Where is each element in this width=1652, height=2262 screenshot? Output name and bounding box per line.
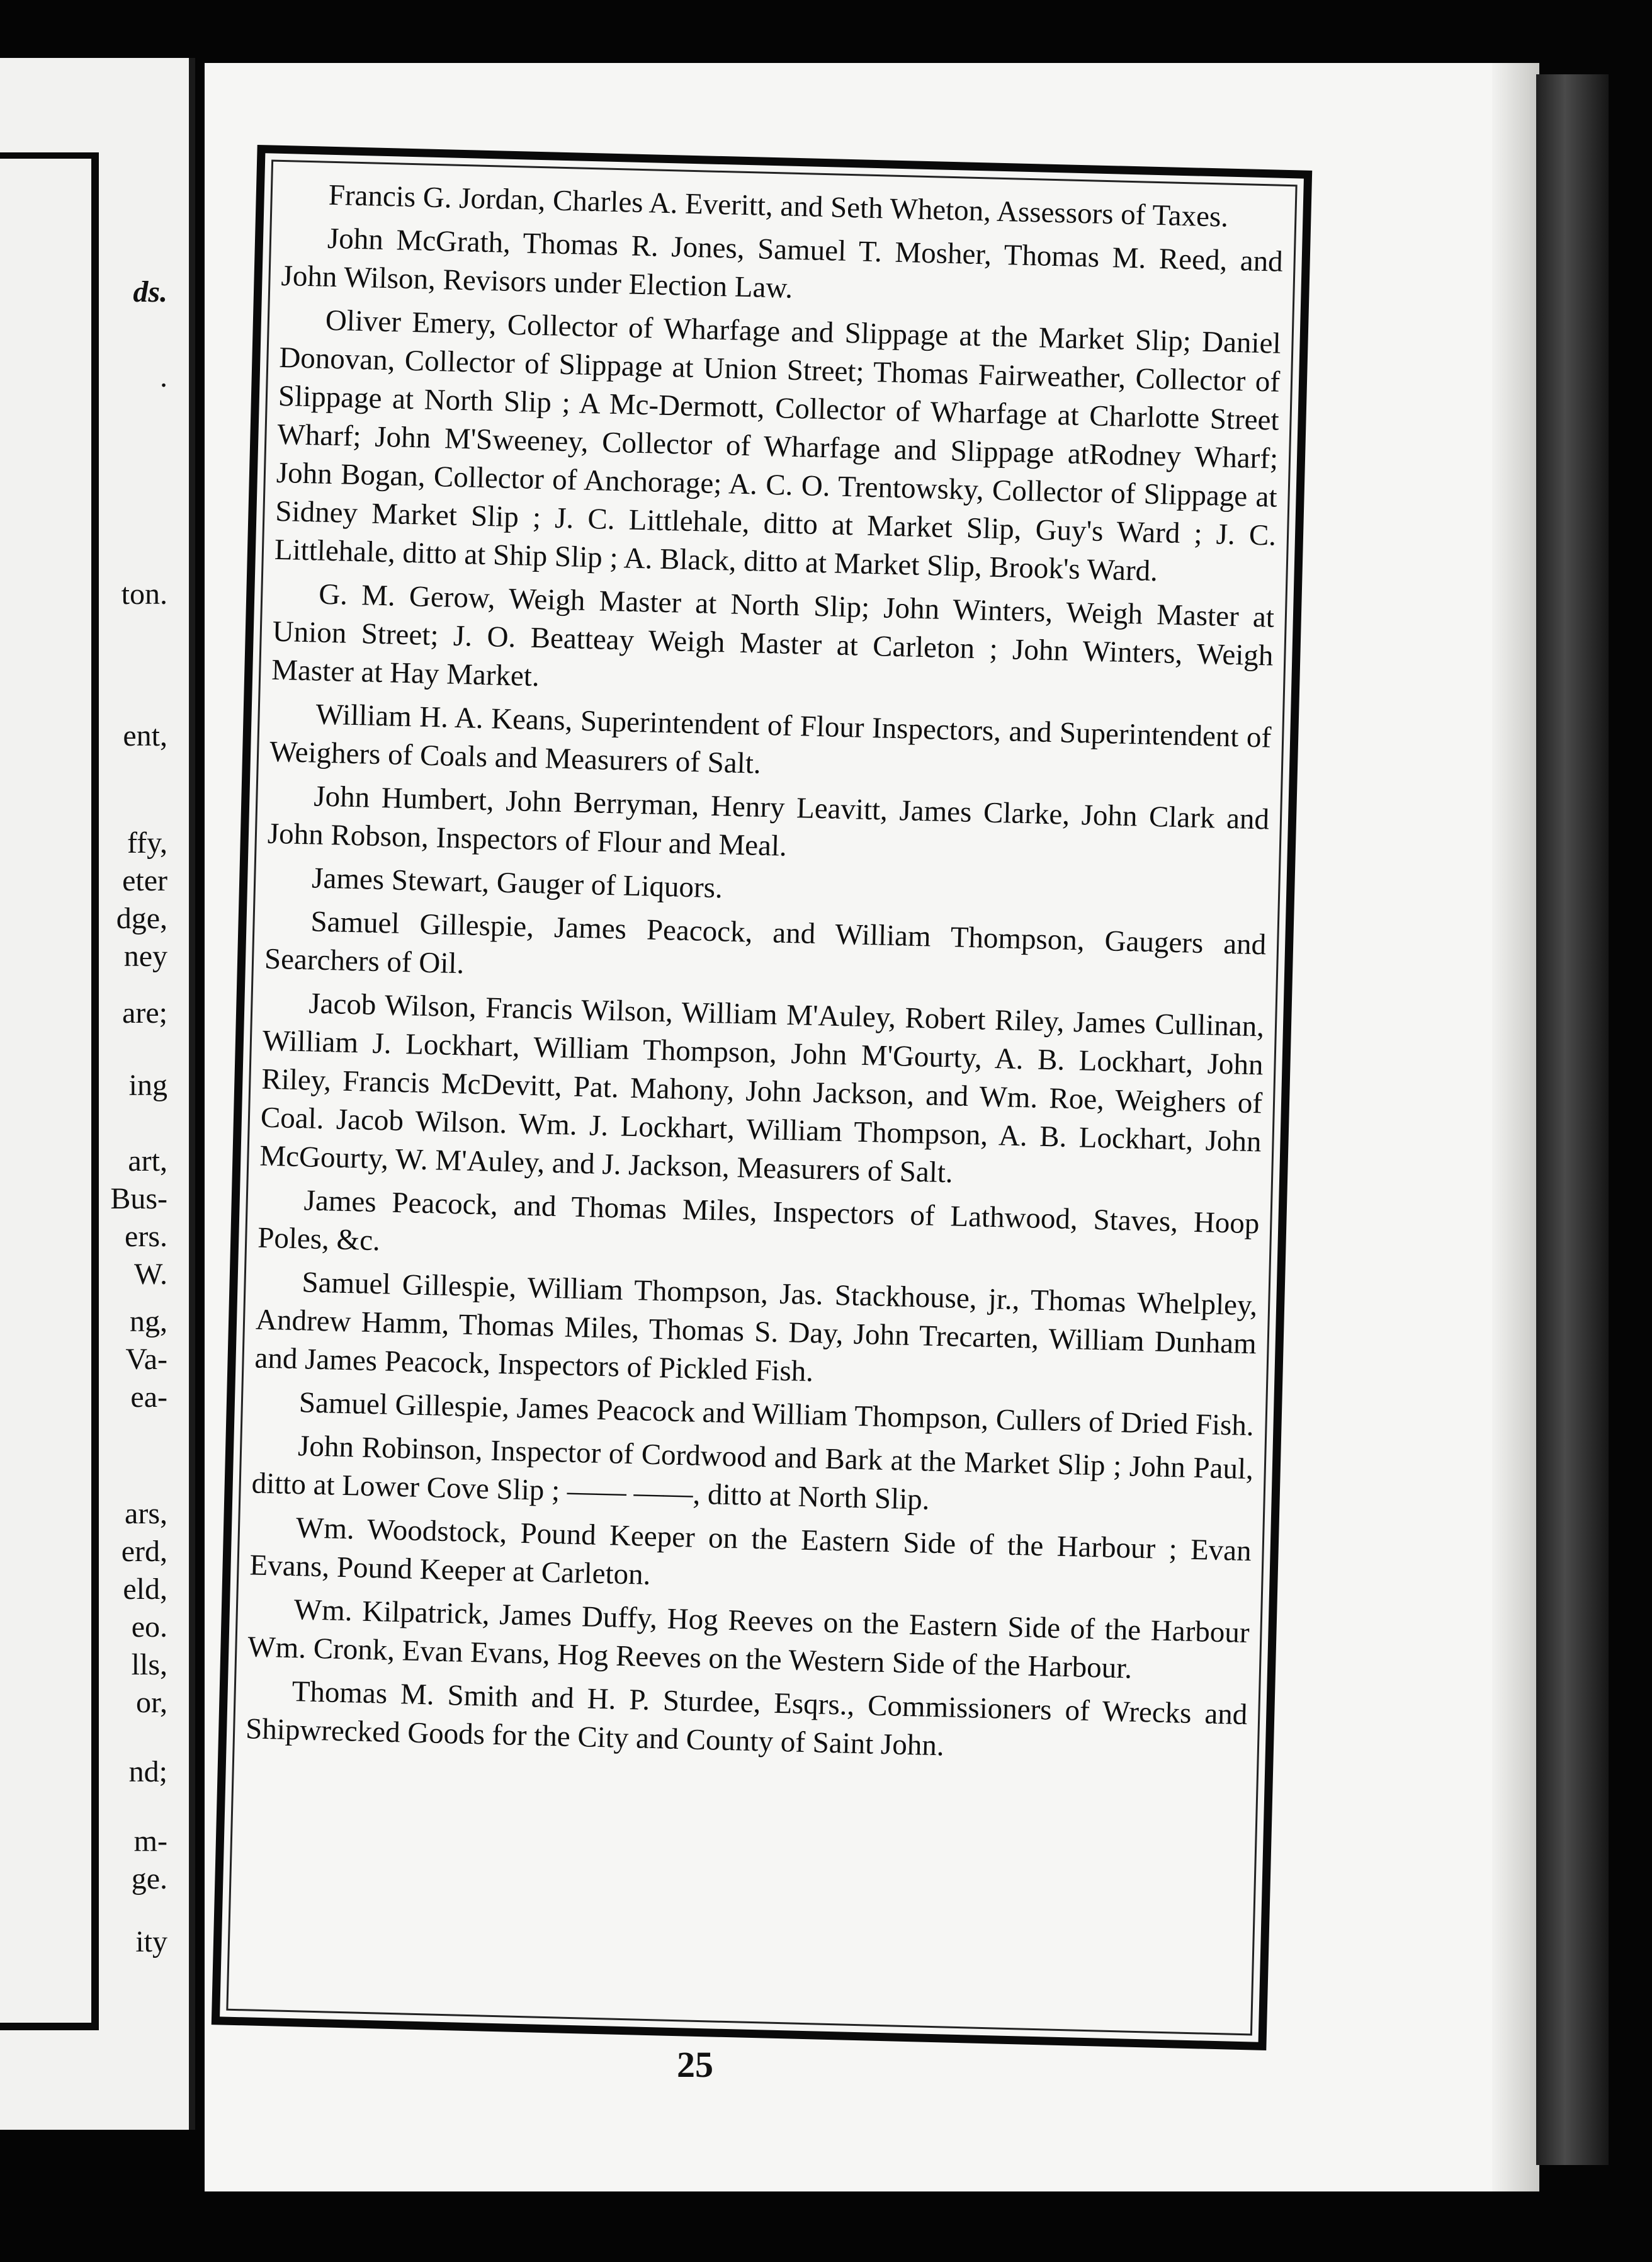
left-page-fragment: .	[160, 360, 167, 394]
left-page-fragment: eo.	[131, 1610, 167, 1644]
text-frame-border	[212, 145, 1312, 2050]
left-page-fragment: eter	[122, 864, 167, 897]
page-text-block	[239, 175, 1284, 2023]
left-page-fragment: ney	[123, 940, 167, 973]
left-page-fragment: ng,	[130, 1305, 167, 1338]
left-page-fragment: ars,	[125, 1497, 167, 1530]
paragraph-hog-reeves: Wm. Kilpatrick, James Duffy, Hog Reeves on the Eastern Side of the Harbour Wm. Cronk, Evan Evans, Hog Reeves on the Western Side of the Harbour.	[247, 1593, 1250, 1685]
left-page-fragment: m-	[133, 1824, 167, 1858]
left-page-fragment: ffy,	[127, 826, 167, 860]
book-spine	[1536, 74, 1609, 2165]
left-page-fragment: ton.	[121, 577, 167, 611]
paragraph-wreck-commissioners: Thomas M. Smith and H. P. Sturdee, Esqrs., Commissioners of Wrecks and Shipwrecked Goods for the City and County of Saint John.	[245, 1675, 1248, 1763]
left-page-fragment: ing	[128, 1069, 167, 1102]
left-page-fragment: ea-	[130, 1380, 167, 1414]
left-page-fragment: dge,	[116, 902, 167, 935]
left-page-fragment: erd,	[121, 1535, 167, 1568]
left-page-fragment: ds.	[133, 275, 167, 309]
paragraph-revisors: John McGrath, Thomas R. Jones, Samuel T. Mosher, Thomas M. Reed, and John Wilson, Revisors under Election Law.	[281, 222, 1284, 305]
paragraph-oil-gaugers: Samuel Gillespie, James Peacock, and William Thompson, Gaugers and Searchers of Oil.	[264, 905, 1267, 980]
left-page-fragment: ers.	[125, 1220, 167, 1253]
page-number: 25	[677, 2044, 713, 2085]
paragraph-pound-keepers: Wm. Woodstock, Pound Keeper on the Eastern Side of the Harbour ; Evan Evans, Pound Keeper at Carleton.	[249, 1511, 1252, 1591]
paragraph-assessors: Francis G. Jordan, Charles A. Everitt, and Seth Wheton, Assessors of Taxes.	[328, 178, 1229, 234]
left-page	[0, 58, 195, 2130]
left-page-fragment: ity	[135, 1925, 167, 1958]
left-page-fragment: W.	[134, 1258, 167, 1291]
left-page-fragment: eld,	[123, 1572, 167, 1606]
paragraph-dried-fish: Samuel Gillespie, James Peacock and William Thompson, Cullers of Dried Fish.	[298, 1386, 1255, 1443]
left-page-border	[0, 152, 99, 2030]
paragraph-lathwood-inspectors: James Peacock, and Thomas Miles, Inspectors of Lathwood, Staves, Hoop Poles, &c.	[257, 1184, 1260, 1258]
left-page-fragment: Va-	[125, 1343, 167, 1376]
left-page-fragment: ge.	[131, 1862, 167, 1895]
paragraph-superintendent: William H. A. Keans, Superintendent of Flour Inspectors, and Superintendent of Weighers of Coals and Measurers of Salt.	[269, 698, 1272, 780]
left-page-fragment: are;	[122, 996, 167, 1030]
left-page-fragment: lls,	[131, 1648, 167, 1681]
paragraph-weigh-masters: G. M. Gerow, Weigh Master at North Slip; John Winters, Weigh Master at Union Street; J. O. Beatteay Weigh Master at Carleton ; John Winters, Weigh Master at Hay Market.	[271, 577, 1275, 693]
paragraph-cordwood: John Robinson, Inspector of Cordwood and Bark at the Market Slip ; John Paul, ditto at Lower Cove Slip ; —— ——, ditto at North Slip.	[251, 1429, 1254, 1516]
paragraph-gauger: James Stewart, Gauger of Liquors.	[311, 861, 723, 905]
left-page-fragment: Bus-	[110, 1182, 167, 1215]
left-page-fragment: nd;	[128, 1755, 167, 1788]
paragraph-collectors: Oliver Emery, Collector of Wharfage and Slippage at the Market Slip; Daniel Donovan, Collector of Slippage at Union Street; Thomas Fairweather, Collector of Slippage at North Slip ; A Mc-Dermott, Collector of Wharfage at Charlotte Street Wharf; John M'Sweeney, Collector of Wharfage and Slippage atRodney Wharf; John Bogan, Collector of Anchorage; A. C. O. Trentowsky, Collector of Slippage at Sidney Market Slip ; J. C. Littlehale, ditto at Market Slip, Guy's Ward ; J. C. Littlehale, ditto at Ship Slip ; A. Black, ditto at Market Slip, Brook's Ward.	[274, 304, 1282, 588]
paragraph-flour-inspectors: John Humbert, John Berryman, Henry Leavitt, James Clarke, John Clark and John Robson, Inspectors of Flour and Meal.	[267, 780, 1270, 863]
left-page-fragment: ent,	[123, 719, 167, 753]
paragraph-coal-weighers: Jacob Wilson, Francis Wilson, William M'Auley, Robert Riley, James Cullinan, William J. Lockhart, William Thompson, John M'Gourty, A. B. Lockhart, John Riley, Francis McDevitt, Pat. Mahony, John Jackson, and Wm. Roe, Weighers of Coal. Jacob Wilson. Wm. J. Lockhart, William Thompson, A. B. Lockhart, John McGourty, W. M'Auley, and J. Jackson, Measurers of Salt.	[259, 987, 1265, 1190]
left-page-fragment: or,	[135, 1686, 167, 1719]
left-page-fragment: art,	[128, 1144, 167, 1178]
page-edge-shadow	[1492, 63, 1539, 2191]
paragraph-pickled-fish: Samuel Gillespie, William Thompson, Jas. Stackhouse, jr., Thomas Whelpley, Andrew Hamm, Thomas Miles, Thomas S. Day, John Trecarten, William Dunham and James Peacock, Inspectors of Pickled Fish.	[254, 1266, 1258, 1389]
